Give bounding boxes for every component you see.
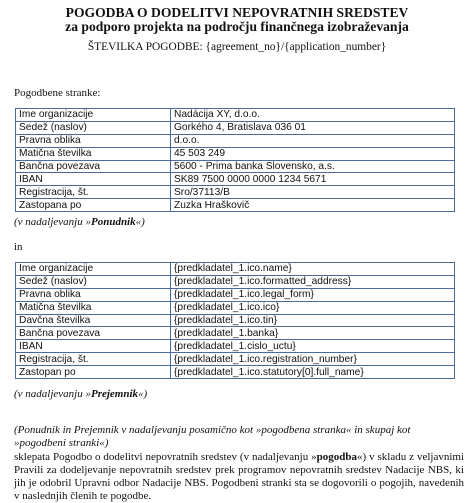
field-label: Ime organizacije (16, 263, 171, 276)
table-row (16, 173, 455, 186)
table-row (16, 134, 455, 147)
table-row (16, 340, 455, 353)
recipient-table (15, 262, 455, 379)
table-row (16, 186, 455, 199)
document-title: POGODBA O DODELITVI NEPOVRATNIH SREDSTEV (65, 5, 409, 20)
field-value: SK89 7500 0000 0000 1234 5671 (171, 173, 455, 186)
contract-preamble (14, 451, 464, 503)
field-label: Pravna oblika (16, 134, 171, 147)
field-label: Sedež (naslov) (16, 121, 171, 134)
provider-table (15, 108, 455, 212)
table-row (16, 301, 455, 314)
field-label: Bančna povezava (16, 327, 171, 340)
document-subtitle: za podporo projekta na področju finančnega izobraževanja (65, 19, 409, 34)
field-value: {predkladatel_1.ico.statutory[0].full_name} (171, 366, 455, 379)
field-label: IBAN (16, 173, 171, 186)
field-label: Registracija, št. (16, 186, 171, 199)
field-value: Sro/37113/B (171, 186, 455, 199)
field-value: Gorkého 4, Bratislava 036 01 (171, 121, 455, 134)
field-value: Nadácija XY, d.o.o. (171, 109, 455, 122)
field-value: 5600 - Prima banka Slovensko, a.s. (171, 160, 455, 173)
parties-label: Pogodbene stranke: (14, 87, 101, 99)
field-value: {predkladatel_1.ico.legal_form} (171, 288, 455, 301)
recipient-note-suffix: «) (138, 388, 148, 400)
agreement-number: ŠTEVILKA POGODBE: {agreement_no}/{application_number} (87, 41, 387, 53)
provider-note-suffix: «) (135, 216, 145, 228)
preamble-term: pogodba (316, 451, 357, 463)
field-value: {predkladatel_1.ico.formatted_address} (171, 275, 455, 288)
field-value: d.o.o. (171, 134, 455, 147)
parties-definition-note: (Ponudnik in Prejemnik v nadaljevanju posamično kot »pogodbena stranka« in skupaj kot »pogodbeni stranki«) (14, 424, 411, 449)
recipient-note (14, 388, 147, 401)
table-row (16, 288, 455, 301)
field-value: {predkladatel_1.ico.name} (171, 263, 455, 276)
preamble-suffix: «) v skladu z veljavnimi Pravili za dodeljevanje nepovratnih sredstev prek programov nepovratnih sredstev Nadacije NBS, ki jih je odobril Upravni odbor Nadacije NBS. Pogodbeni stranki sta se dogovorili o pogojih, navedenih v naslednjih členih te pogodbe. (14, 451, 464, 502)
field-label: Registracija, št. (16, 353, 171, 366)
table-row (16, 109, 455, 122)
field-label: Zastopan po (16, 366, 171, 379)
recipient-note-prefix: (v nadaljevanju » (14, 388, 91, 400)
field-label: Bančna povezava (16, 160, 171, 173)
field-value: {predkladatel_1.ico.ico} (171, 301, 455, 314)
table-row (16, 121, 455, 134)
table-row (16, 160, 455, 173)
table-row (16, 275, 455, 288)
field-label: Zastopana po (16, 199, 171, 212)
field-value: 45 503 249 (171, 147, 455, 160)
conjunction-in: in (14, 241, 23, 253)
field-value: {predkladatel_1.ico.tin} (171, 314, 455, 327)
field-value: Zuzka Hraškovič (171, 199, 455, 212)
field-label: Davčna številka (16, 314, 171, 327)
table-row (16, 314, 455, 327)
field-label: Sedež (naslov) (16, 275, 171, 288)
preamble-prefix: sklepata Pogodbo o dodelitvi nepovratnih sredstev (v nadaljevanju » (14, 451, 317, 463)
table-row (16, 353, 455, 366)
provider-note (14, 216, 145, 229)
field-label: Ime organizacije (16, 109, 171, 122)
table-row (16, 366, 455, 379)
field-value: {predkladatel_1.ico.registration_number} (171, 353, 455, 366)
provider-note-prefix: (v nadaljevanju » (14, 216, 91, 228)
field-value: {predkladatel_1.cislo_uctu} (171, 340, 455, 353)
field-label: Pravna oblika (16, 288, 171, 301)
provider-note-term: Ponudnik (90, 216, 136, 228)
table-row (16, 263, 455, 276)
field-value: {predkladatel_1.banka} (171, 327, 455, 340)
field-label: Matična številka (16, 147, 171, 160)
recipient-note-term: Prejemnik (90, 388, 139, 400)
table-row (16, 147, 455, 160)
field-label: IBAN (16, 340, 171, 353)
field-label: Matična številka (16, 301, 171, 314)
table-row (16, 327, 455, 340)
table-row (16, 199, 455, 212)
